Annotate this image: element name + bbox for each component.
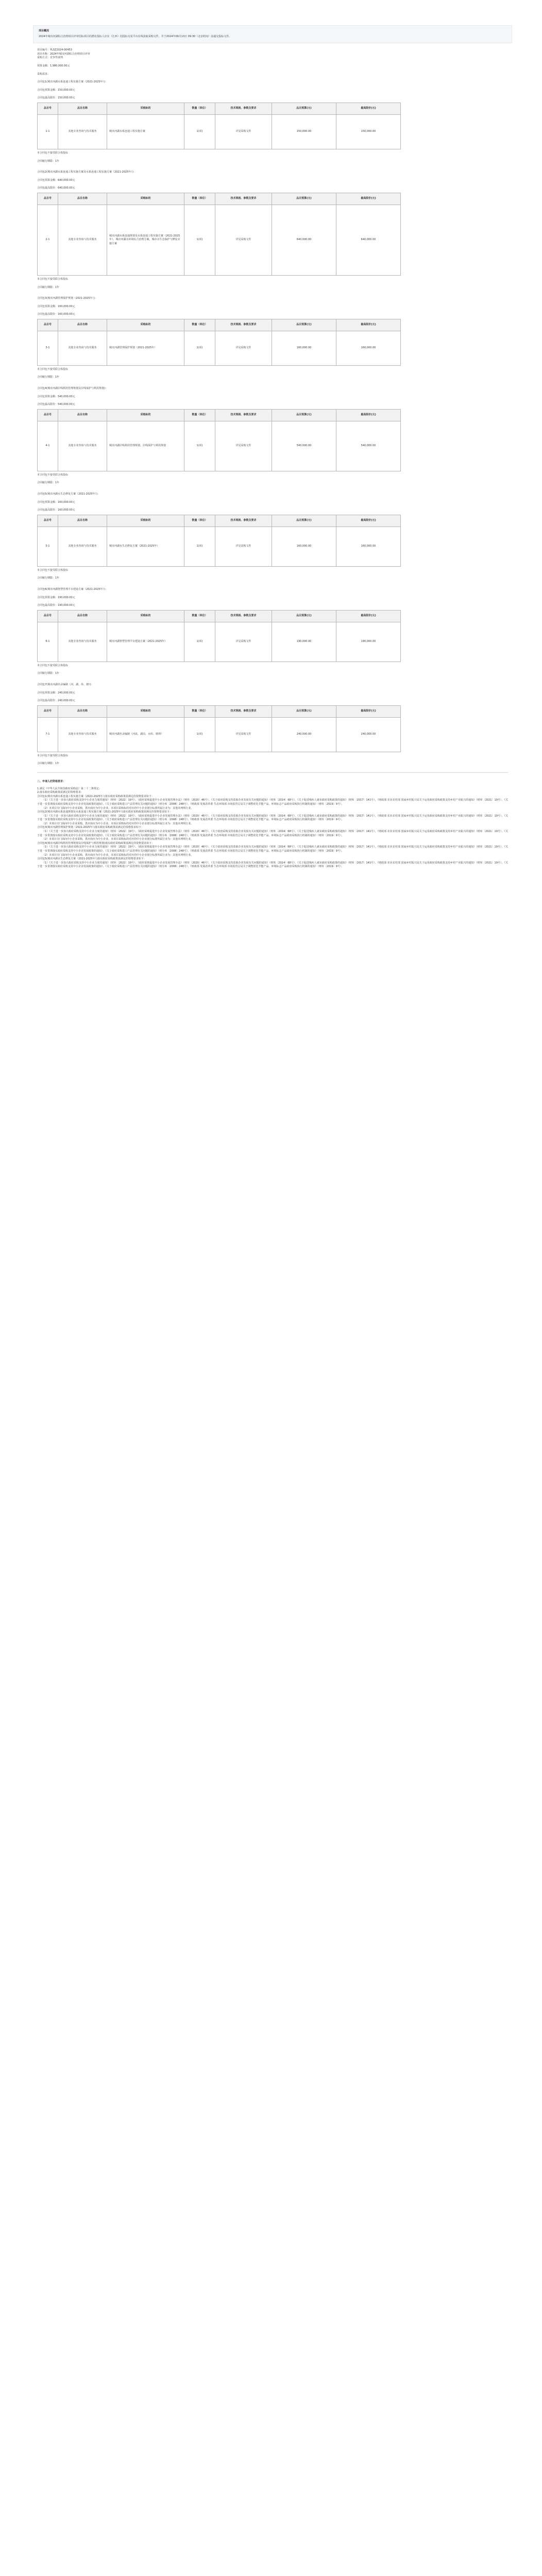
policy-paragraph: （2）本项目专门面向中小企业采购，供应商应为中小企业。本项目采购标的对应的中小企业划分标准所属行业为：其他未列明行业。 bbox=[42, 853, 194, 857]
header-cell: 采购标的 bbox=[107, 319, 184, 331]
header-cell: 品目号 bbox=[38, 515, 58, 527]
lot-note: 本合同包不接受联合体投标 bbox=[37, 277, 69, 281]
table-header-row bbox=[38, 193, 401, 205]
lot-intro: 合同包2(城市河湖水系连通工程实施方案及水系连通工程实施方案（2021-2025年）)： bbox=[37, 171, 136, 174]
section-subtitle: 1.满足《中华人民共和国政府采购法》第二十二条规定； bbox=[37, 787, 101, 790]
table-cell: 城市河湖管理保护规划（2021-2025年） bbox=[107, 331, 184, 365]
lot-limit: 合同包最高限价：240,000.00元 bbox=[37, 699, 75, 703]
qualification-package-1 bbox=[37, 795, 508, 810]
lot-term: 合同履行期限：1年 bbox=[37, 762, 60, 766]
header-cell: 数量（单位） bbox=[184, 705, 215, 717]
section-title: 二、申请人的资格要求： bbox=[37, 779, 66, 783]
lot-table bbox=[37, 610, 401, 662]
lot-table bbox=[37, 409, 401, 471]
header-cell: 品目名称 bbox=[58, 515, 107, 527]
lot-limit: 合同包最高限价：160,000.00元 bbox=[37, 313, 75, 316]
lot-table bbox=[37, 515, 401, 567]
lot-5 bbox=[37, 493, 508, 588]
header-cell: 采购标的 bbox=[107, 193, 184, 205]
table-row bbox=[38, 622, 401, 662]
table-cell: 5-1 bbox=[38, 527, 58, 566]
table-cell: 其他专业咨询与技术服务 bbox=[58, 717, 107, 752]
lot-budget: 合同包预算金额：160,000.00元 bbox=[37, 304, 75, 308]
qualification-package-3 bbox=[37, 826, 508, 841]
policy-paragraph: （1）《关于进一步加大政府采购支持中小企业力度的通知》（财库〔2022〕19号）、《政府采购促进中小企业发展管理办法》（财库〔2020〕46号）、《关于政府采购支持监狱企业发展有关问题的通知》（财库〔2014〕68号）、《关于促进残疾人就业政府采购政策的通知》（财库〔2017〕141号），《财政部 农业农村部 国家乡村振兴局关于运用政府采购政策支持乡村产业振兴的通知》（财库〔2021〕19号）、《关于进一步贯彻落实政府采购支持中小企业发展政策的通知》、《关于政府采购进口产品管理有关问题的通知》（财办库〔2008〕248号）、《财政部 发展改革委 生态环境部 市场监管总局关于调整优化节能产品、环境标志产品政府采购执行机制的通知》（财库〔2019〕9号）。 bbox=[37, 861, 508, 869]
summary-title: 项目概况 bbox=[39, 29, 49, 32]
table-cell: 2-1 bbox=[38, 205, 58, 275]
lot-6 bbox=[37, 588, 508, 683]
lot-note: 本合同包不接受联合体投标 bbox=[37, 367, 69, 371]
table-cell: 240,000.00 bbox=[272, 717, 336, 752]
header-cell: 数量（单位） bbox=[184, 610, 215, 622]
header-cell: 品目号 bbox=[38, 193, 58, 205]
table-cell: 190,000.00 bbox=[272, 622, 336, 662]
package-head: 合同包2(城市河湖水系连通规划及水系连通工程实施方案（2021-2025年）)落实政府采购政策需满足的资格要求如下： bbox=[37, 810, 172, 814]
table-cell: 1(项) bbox=[184, 527, 215, 566]
table-cell: 城市河湖名录编制（河流、湖泊、水库、塘坝） bbox=[107, 717, 184, 752]
table-cell: 城市河湖岸线利用管理规划、岸线保护与利用规划 bbox=[107, 421, 184, 471]
qualification-package-2 bbox=[37, 810, 508, 826]
header-cell: 技术规格、参数及要求 bbox=[215, 610, 272, 622]
header-cell: 数量（单位） bbox=[184, 193, 215, 205]
lot-limit: 合同包最高限价：540,000.00元 bbox=[37, 403, 75, 406]
lot-limit: 合同包最高限价：150,000.00元 bbox=[37, 96, 75, 100]
table-cell: 详见采购文件 bbox=[215, 622, 272, 662]
header-cell: 品目名称 bbox=[58, 103, 107, 114]
table-cell: 640,000.00 bbox=[272, 205, 336, 275]
table-cell: 其他专业咨询与技术服务 bbox=[58, 114, 107, 149]
header-cell: 采购标的 bbox=[107, 409, 184, 421]
lot-table bbox=[37, 193, 401, 276]
table-row bbox=[38, 331, 401, 365]
procurement-method: 采购方式：竞争性谈判 bbox=[37, 56, 63, 60]
table-header-row bbox=[38, 705, 401, 717]
lot-term: 合同履行期限：1年 bbox=[37, 481, 60, 485]
table-cell: 详见采购文件 bbox=[215, 717, 272, 752]
lot-budget: 合同包预算金额：160,000.00元 bbox=[37, 500, 75, 504]
lot-note: 本合同包不接受联合体投标 bbox=[37, 151, 69, 155]
table-cell: 城市河湖水系连通工程实施方案 bbox=[107, 114, 184, 149]
lot-intro: 合同包3(城市河湖管理保护规划（2021-2025年）)： bbox=[37, 297, 97, 300]
header-cell: 品目号 bbox=[38, 610, 58, 622]
policy-paragraph: （2）本项目专门面向中小企业采购，供应商应为中小企业。本项目采购标的对应的中小企业划分标准所属行业为：其他未列明行业。 bbox=[42, 806, 194, 810]
table-cell: 640,000.00 bbox=[336, 205, 401, 275]
header-cell: 最高限价(元) bbox=[336, 319, 401, 331]
header-cell: 最高限价(元) bbox=[336, 193, 401, 205]
header-cell: 品目名称 bbox=[58, 705, 107, 717]
project-name: 项目名称：2024年城市河湖综合治理项目评审 bbox=[37, 52, 90, 56]
header-cell: 采购标的 bbox=[107, 705, 184, 717]
qualification-package-4 bbox=[37, 842, 508, 857]
lot-limit: 合同包最高限价：190,000.00元 bbox=[37, 604, 75, 607]
lot-term: 合同履行期限：1年 bbox=[37, 285, 60, 289]
header-cell: 最高限价(元) bbox=[336, 705, 401, 717]
header-cell: 品目预算(元) bbox=[272, 610, 336, 622]
table-cell: 4-1 bbox=[38, 421, 58, 471]
table-cell: 540,000.00 bbox=[272, 421, 336, 471]
table-cell: 城市河湖水生态修复方案（2021-2025年） bbox=[107, 527, 184, 566]
lot-intro: 合同包4(城市河湖岸线利用管理规划及岸线保护与利用规划)： bbox=[37, 387, 108, 391]
policy-paragraph: （1）《关于进一步加大政府采购支持中小企业力度的通知》（财库〔2022〕19号）、《政府采购促进中小企业发展管理办法》（财库〔2020〕46号）、《关于政府采购支持监狱企业发展有关问题的通知》（财库〔2014〕68号）、《关于促进残疾人就业政府采购政策的通知》（财库〔2017〕141号），《财政部 农业农村部 国家乡村振兴局关于运用政府采购政策支持乡村产业振兴的通知》（财库〔2021〕19号）、《关于进一步贯彻落实政府采购支持中小企业发展政策的通知》、《关于政府采购进口产品管理有关问题的通知》（财办库〔2008〕248号）、《财政部 发展改革委 生态环境部 市场监管总局关于调整优化节能产品、环境标志产品政府采购执行机制的通知》（财库〔2019〕9号）。 bbox=[37, 845, 508, 853]
table-header-row bbox=[38, 610, 401, 622]
table-header-row bbox=[38, 103, 401, 114]
table-row bbox=[38, 527, 401, 566]
package-head: 合同包4(城市河湖岸线利用管理规划及岸线保护与利用规划)落实政府采购政策需满足的资格要求如下： bbox=[37, 841, 155, 845]
header-cell: 技术规格、参数及要求 bbox=[215, 409, 272, 421]
summary-line: 2024年城市河湖综合治理项目评审招标项目的潜在投标人应在（江西）招投标交易平台在线获取采购文件，并于2024年09月13日 09:30（北京时间）前递交投标文件。 bbox=[39, 35, 232, 38]
project-info bbox=[33, 48, 512, 869]
lot-1 bbox=[37, 80, 508, 171]
policy-paragraph: （1）《关于进一步加大政府采购支持中小企业力度的通知》（财库〔2022〕19号）、《政府采购促进中小企业发展管理办法》（财库〔2020〕46号）、《关于政府采购支持监狱企业发展有关问题的通知》（财库〔2014〕68号）、《关于促进残疾人就业政府采购政策的通知》（财库〔2017〕141号），《财政部 农业农村部 国家乡村振兴局关于运用政府采购政策支持乡村产业振兴的通知》（财库〔2021〕19号）、《关于进一步贯彻落实政府采购支持中小企业发展政策的通知》、《关于政府采购进口产品管理有关问题的通知》（财办库〔2008〕248号）、《财政部 发展改革委 生态环境部 市场监管总局关于调整优化节能产品、环境标志产品政府采购执行机制的通知》（财库〔2019〕9号）。 bbox=[37, 799, 508, 806]
header-cell: 最高限价(元) bbox=[336, 610, 401, 622]
project-number: 项目编号：YLSZ2024-00453 bbox=[37, 48, 72, 52]
header-cell: 品目预算(元) bbox=[272, 705, 336, 717]
header-cell: 品目名称 bbox=[58, 319, 107, 331]
table-header-row bbox=[38, 515, 401, 527]
lot-table bbox=[37, 103, 401, 149]
lot-budget: 合同包预算金额：240,000.00元 bbox=[37, 691, 75, 694]
lot-term: 合同履行期限：1年 bbox=[37, 577, 60, 580]
table-cell: 6-1 bbox=[38, 622, 58, 662]
policy-paragraph: （2）本项目专门面向中小企业采购，供应商应为中小企业。本项目采购标的对应的中小企业划分标准所属行业为：其他未列明行业。 bbox=[42, 838, 194, 841]
header-cell: 品目预算(元) bbox=[272, 103, 336, 114]
header-cell: 品目预算(元) bbox=[272, 319, 336, 331]
lot-7 bbox=[37, 683, 508, 766]
header-cell: 最高限价(元) bbox=[336, 103, 401, 114]
table-cell: 详见采购文件 bbox=[215, 527, 272, 566]
table-cell: 详见采购文件 bbox=[215, 331, 272, 365]
table-cell: 3-1 bbox=[38, 331, 58, 365]
lot-intro: 合同包6(城市河湖智慧管理平台建设方案（2021-2025年）)： bbox=[37, 588, 108, 591]
lot-note: 本合同包不接受联合体投标 bbox=[37, 664, 69, 667]
table-cell: 7-1 bbox=[38, 717, 58, 752]
header-cell: 技术规格、参数及要求 bbox=[215, 319, 272, 331]
table-cell: 其他专业咨询与技术服务 bbox=[58, 331, 107, 365]
lot-note: 本合同包不接受联合体投标 bbox=[37, 754, 69, 757]
lot-budget: 合同包预算金额：150,000.00元 bbox=[37, 88, 75, 92]
header-cell: 技术规格、参数及要求 bbox=[215, 103, 272, 114]
table-cell: 1(项) bbox=[184, 331, 215, 365]
table-cell: 其他专业咨询与技术服务 bbox=[58, 421, 107, 471]
policy-paragraph: （1）《关于进一步加大政府采购支持中小企业力度的通知》（财库〔2022〕19号）、《政府采购促进中小企业发展管理办法》（财库〔2020〕46号）、《关于政府采购支持监狱企业发展有关问题的通知》（财库〔2014〕68号）、《关于促进残疾人就业政府采购政策的通知》（财库〔2017〕141号），《财政部 农业农村部 国家乡村振兴局关于运用政府采购政策支持乡村产业振兴的通知》（财库〔2021〕19号）、《关于进一步贯彻落实政府采购支持中小企业发展政策的通知》、《关于政府采购进口产品管理有关问题的通知》（财办库〔2008〕248号）、《财政部 发展改革委 生态环境部 市场监管总局关于调整优化节能产品、环境标志产品政府采购执行机制的通知》（财库〔2019〕9号）。 bbox=[37, 814, 508, 822]
table-cell: 160,000.00 bbox=[272, 527, 336, 566]
policy-paragraph: （2）本项目专门面向中小企业采购，供应商应为中小企业。本项目采购标的对应的中小企业划分标准所属行业为：其他未列明行业。 bbox=[42, 822, 194, 825]
section-subtitle-2: 2.落实政府采购政策需满足的资格要求： bbox=[37, 791, 83, 794]
budget-amount: 预算金额：1,980,000.00元 bbox=[37, 64, 70, 67]
header-cell: 品目号 bbox=[38, 409, 58, 421]
header-cell: 数量（单位） bbox=[184, 515, 215, 527]
table-cell: 1(项) bbox=[184, 114, 215, 149]
lot-limit: 合同包最高限价：640,000.00元 bbox=[37, 187, 75, 190]
header-cell: 品目名称 bbox=[58, 193, 107, 205]
table-cell: 150,000.00 bbox=[272, 114, 336, 149]
table-cell: 1(项) bbox=[184, 205, 215, 275]
header-cell: 品目预算(元) bbox=[272, 409, 336, 421]
table-header-row bbox=[38, 409, 401, 421]
table-row bbox=[38, 717, 401, 752]
header-cell: 采购标的 bbox=[107, 103, 184, 114]
header-cell: 采购标的 bbox=[107, 515, 184, 527]
lot-3 bbox=[37, 297, 508, 387]
table-cell: 160,000.00 bbox=[336, 527, 401, 566]
header-cell: 品目预算(元) bbox=[272, 515, 336, 527]
header-cell: 品目名称 bbox=[58, 409, 107, 421]
table-cell: 240,000.00 bbox=[336, 717, 401, 752]
table-cell: 160,000.00 bbox=[336, 331, 401, 365]
table-cell: 详见采购文件 bbox=[215, 421, 272, 471]
header-cell: 最高限价(元) bbox=[336, 409, 401, 421]
header-cell: 技术规格、参数及要求 bbox=[215, 515, 272, 527]
table-cell: 详见采购文件 bbox=[215, 205, 272, 275]
policy-paragraph: （1）《关于进一步加大政府采购支持中小企业力度的通知》（财库〔2022〕19号）、《政府采购促进中小企业发展管理办法》（财库〔2020〕46号）、《关于政府采购支持监狱企业发展有关问题的通知》（财库〔2014〕68号）、《关于促进残疾人就业政府采购政策的通知》（财库〔2017〕141号），《财政部 农业农村部 国家乡村振兴局关于运用政府采购政策支持乡村产业振兴的通知》（财库〔2021〕19号）、《关于进一步贯彻落实政府采购支持中小企业发展政策的通知》、《关于政府采购进口产品管理有关问题的通知》（财办库〔2008〕248号）、《财政部 发展改革委 生态环境部 市场监管总局关于调整优化节能产品、环境标志产品政府采购执行机制的通知》（财库〔2019〕9号）。 bbox=[37, 830, 508, 837]
table-row bbox=[38, 421, 401, 471]
table-cell: 190,000.00 bbox=[336, 622, 401, 662]
lot-note: 本合同包不接受联合体投标 bbox=[37, 568, 69, 572]
header-cell: 技术规格、参数及要求 bbox=[215, 193, 272, 205]
table-cell: 1-1 bbox=[38, 114, 58, 149]
table-cell: 其他专业咨询与技术服务 bbox=[58, 205, 107, 275]
table-cell: 城市河湖水系连通规划及水系连通工程实施方案（2021-2025年）、城市河湖水环境综合治理方案、城市水生态保护与修复实施方案 bbox=[107, 205, 184, 275]
lot-intro: 合同包5(城市河湖水生态修复方案（2021-2025年）)： bbox=[37, 493, 100, 496]
qualification-package-5 bbox=[37, 857, 508, 869]
header-cell: 品目号 bbox=[38, 103, 58, 114]
table-row bbox=[38, 114, 401, 149]
lot-limit: 合同包最高限价：160,000.00元 bbox=[37, 509, 75, 512]
table-cell: 150,000.00 bbox=[336, 114, 401, 149]
header-cell: 数量（单位） bbox=[184, 103, 215, 114]
header-cell: 品目号 bbox=[38, 319, 58, 331]
lot-term: 合同履行期限：1年 bbox=[37, 672, 60, 675]
table-cell: 其他专业咨询与技术服务 bbox=[58, 622, 107, 662]
table-row bbox=[38, 205, 401, 275]
table-cell: 详见采购文件 bbox=[215, 114, 272, 149]
lot-note: 本合同包不接受联合体投标 bbox=[37, 473, 69, 477]
table-cell: 城市河湖智慧管理平台建设方案（2021-2025年） bbox=[107, 622, 184, 662]
header-cell: 采购标的 bbox=[107, 610, 184, 622]
lot-intro: 合同包7(城市河湖名录编制（河、湖、库、塘）)： bbox=[37, 683, 94, 686]
lot-budget: 合同包预算金额：190,000.00元 bbox=[37, 596, 75, 599]
lot-table bbox=[37, 705, 401, 752]
content-column bbox=[33, 25, 512, 869]
package-head: 合同包5(城市河湖水生态修复方案（2021-2025年）)落实政府采购政策需满足的资格要求如下： bbox=[37, 857, 146, 861]
header-cell: 品目预算(元) bbox=[272, 193, 336, 205]
table-header-row bbox=[38, 319, 401, 331]
header-cell: 最高限价(元) bbox=[336, 515, 401, 527]
lot-budget: 合同包预算金额：640,000.00元 bbox=[37, 178, 75, 182]
package-head: 合同包1(城市河湖水系连通工程实施方案（2021-2025年）)落实政府采购政策需满足的资格要求如下： bbox=[37, 794, 154, 798]
lot-budget: 合同包预算金额：540,000.00元 bbox=[37, 395, 75, 398]
header-cell: 数量（单位） bbox=[184, 409, 215, 421]
header-cell: 品目号 bbox=[38, 705, 58, 717]
package-head: 合同包3(城市河湖管理保护规划（2021-2025年）)落实政府采购政策需满足的资格要求如下： bbox=[37, 826, 144, 829]
table-cell: 540,000.00 bbox=[336, 421, 401, 471]
table-cell: 其他专业咨询与技术服务 bbox=[58, 527, 107, 566]
qualification-section bbox=[37, 780, 508, 869]
divider bbox=[37, 772, 508, 773]
lot-intro: 合同包1(城市河湖水系连通工程实施方案（2021-2025年）)： bbox=[37, 80, 108, 84]
table-cell: 1(项) bbox=[184, 717, 215, 752]
header-cell: 数量（单位） bbox=[184, 319, 215, 331]
header-cell: 品目名称 bbox=[58, 610, 107, 622]
lot-term: 合同履行期限：1年 bbox=[37, 376, 60, 379]
lot-term: 合同履行期限：1年 bbox=[37, 159, 60, 163]
requirements-label: 采购需求： bbox=[37, 72, 50, 76]
project-summary-box bbox=[33, 25, 512, 43]
table-cell: 1(项) bbox=[184, 622, 215, 662]
lot-2 bbox=[37, 171, 508, 297]
header-cell: 技术规格、参数及要求 bbox=[215, 705, 272, 717]
lot-table bbox=[37, 319, 401, 366]
table-cell: 1(项) bbox=[184, 421, 215, 471]
lot-4 bbox=[37, 387, 508, 493]
table-cell: 160,000.00 bbox=[272, 331, 336, 365]
